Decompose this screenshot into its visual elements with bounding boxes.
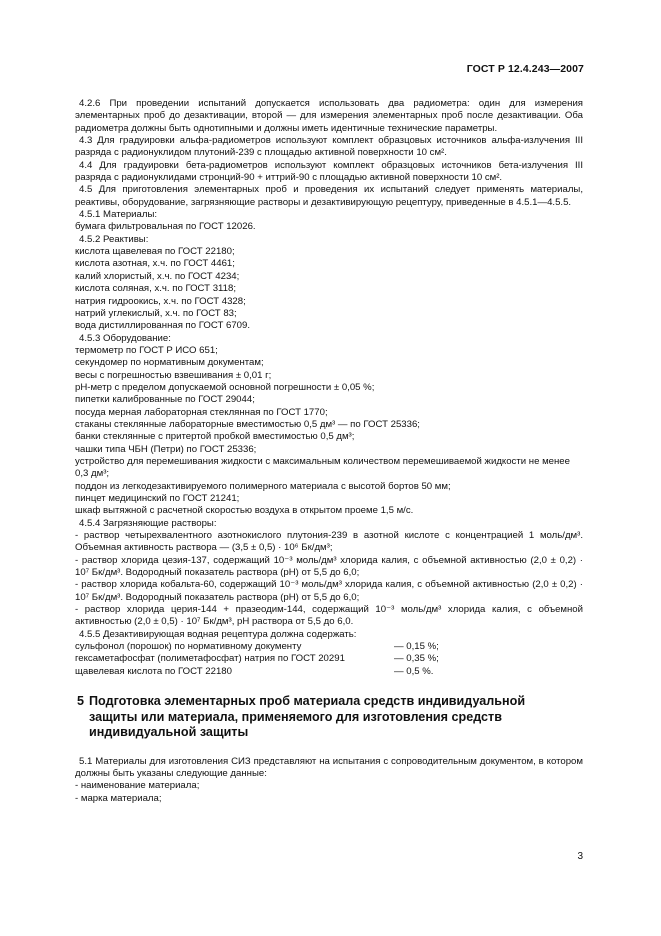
- materials-heading: 4.5.1 Материалы:: [79, 209, 158, 221]
- paragraph-4-4: 4.4 Для градуировки бета-радиометров используют комплект образцовых источников бета-излучения III разряда с радионуклидами стронций-90 + иттрий-90 с площадью активной поверхности 10 см².: [75, 159, 583, 184]
- list-item: бумага фильтровальная по ГОСТ 12026.: [75, 221, 256, 233]
- list-item: кислота азотная, х.ч. по ГОСТ 4461;: [75, 258, 235, 270]
- section-title-line: индивидуальной защиты: [89, 725, 249, 740]
- list-item: банки стеклянные с притертой пробкой вместимостью 0,5 дм³;: [75, 431, 355, 443]
- list-item: посуда мерная лабораторная стеклянная по ГОСТ 1770;: [75, 406, 328, 418]
- recipe-row: [75, 653, 583, 665]
- list-item: вода дистиллированная по ГОСТ 6709.: [75, 320, 251, 332]
- list-item: - раствор хлорида кобальта-60, содержащий 10⁻³ моль/дм³ хлорида калия, с объемной активностью (2,0 ± 0,2) · 10⁷ Бк/дм³. Водородный показатель раствора (pH) от 5,5 до 6,0;: [75, 579, 583, 603]
- list-item: весы с погрешностью взвешивания ± 0,01 г;: [75, 369, 272, 381]
- section-number: 5: [77, 694, 85, 709]
- list-item: - раствор хлорида цезия-137, содержащий 10⁻³ моль/дм³ хлорида калия, с объемной активностью (2,0 ± 0,2) · 10⁷ Бк/дм³. Водородный показатель раствора (pH) от 5,5 до 6,0;: [75, 554, 583, 579]
- list-item: термометр по ГОСТ Р ИСО 651;: [75, 344, 218, 356]
- page-number: 3: [577, 851, 583, 862]
- list-item: - марка материала;: [75, 792, 162, 804]
- paragraph-4-2-6: 4.2.6 При проведении испытаний допускается использовать два радиометра: один для измерения элементарных проб до дезактивации, второй — для измерения элементарных проб после дезактивации. Оба радиометра должны быть однотипными и должны иметь идентичные технические параметры.: [75, 98, 583, 134]
- list-item: устройство для перемешивания жидкости с максимальным количеством перемешиваемой жидкости не менее 0,3 дм³;: [75, 455, 570, 480]
- section-title-line: Подготовка элементарных проб материала средств индивидуальной: [89, 694, 526, 709]
- recipe-value: — 0,5 %.: [394, 665, 434, 677]
- recipe-row: [75, 641, 583, 653]
- recipe-heading: 4.5.5 Дезактивирующая водная рецептура должна содержать:: [79, 628, 357, 640]
- list-item: пипетки калиброванные по ГОСТ 29044;: [75, 394, 255, 406]
- recipe-component: щавелевая кислота по ГОСТ 22180: [75, 665, 232, 677]
- list-item: пинцет медицинский по ГОСТ 21241;: [75, 493, 240, 504]
- section-5-heading: [75, 694, 583, 741]
- equipment-heading: 4.5.3 Оборудование:: [79, 332, 171, 344]
- list-item: кислота щавелевая по ГОСТ 22180;: [75, 246, 235, 258]
- document-body: [75, 98, 583, 805]
- recipe-row: [75, 666, 583, 678]
- list-item: шкаф вытяжной с расчетной скоростью воздуха в открытом проеме 1,5 м/с.: [75, 505, 414, 517]
- list-item: калий хлористый, х.ч. по ГОСТ 4234;: [75, 270, 240, 282]
- recipe-value: — 0,15 %;: [394, 641, 439, 653]
- list-item: - раствор хлорида церия-144 + празеодим-144, содержащий 10⁻³ моль/дм³ хлорида калия, с объемной активностью (2,0 ± 0,5) · 10⁷ Бк/дм³, pH раствора от 5,5 до 6,0.: [75, 604, 583, 628]
- list-item: натрия гидроокись, х.ч. по ГОСТ 4328;: [75, 295, 246, 307]
- reagents-heading: 4.5.2 Реактивы:: [79, 233, 149, 245]
- list-item: - раствор четырехвалентного азотнокислого плутония-239 в азотной кислоте с концентрацией 1 моль/дм³. Объемная активность раствора — (3,5 ± 0,5) · 10⁶ Бк/дм³;: [75, 530, 583, 554]
- paragraph-5-1: 5.1 Материалы для изготовления СИЗ представляют на испытания с сопроводительным документом, в котором должны быть указаны следующие данные:: [75, 755, 583, 779]
- paragraph-4-5: 4.5 Для приготовления элементарных проб и проведения их испытаний следует применять материалы, реактивы, оборудование, загрязняющие растворы и дезактивирующую рецептуру, приведенные в 4.5.1—4.5.5.: [75, 184, 583, 208]
- list-item: - наименование материала;: [75, 780, 200, 792]
- list-item: стаканы стеклянные лабораторные вместимостью 0,5 дм³ — по ГОСТ 25336;: [75, 418, 420, 430]
- standard-code-header: ГОСТ Р 12.4.243—2007: [466, 63, 584, 75]
- recipe-value: — 0,35 %;: [394, 653, 439, 665]
- section-title-line: защиты или материала, применяемого для изготовления средств: [89, 709, 502, 724]
- solutions-heading: 4.5.4 Загрязняющие растворы:: [79, 517, 217, 529]
- recipe-component: гексаметафосфат (полиметафосфат) натрия по ГОСТ 20291: [75, 653, 345, 665]
- list-item: чашки типа ЧБН (Петри) по ГОСТ 25336;: [75, 443, 257, 455]
- list-item: поддон из легкодезактивируемого полимерного материала с высотой бортов 50 мм;: [75, 480, 451, 492]
- list-item: кислота соляная, х.ч. по ГОСТ 3118;: [75, 283, 236, 295]
- list-item: pH-метр с пределом допускаемой основной погрешности ± 0,05 %;: [75, 381, 375, 393]
- paragraph-4-3: 4.3 Для градуировки альфа-радиометров используют комплект образцовых источников альфа-излучения III разряда с радионуклидом плутоний-239 с площадью активной поверхности 10 см².: [75, 135, 583, 159]
- list-item: натрий углекислый, х.ч. по ГОСТ 83;: [75, 307, 237, 319]
- recipe-component: сульфонол (порошок) по нормативному документу: [75, 641, 302, 653]
- list-item: секундомер по нормативным документам;: [75, 357, 264, 369]
